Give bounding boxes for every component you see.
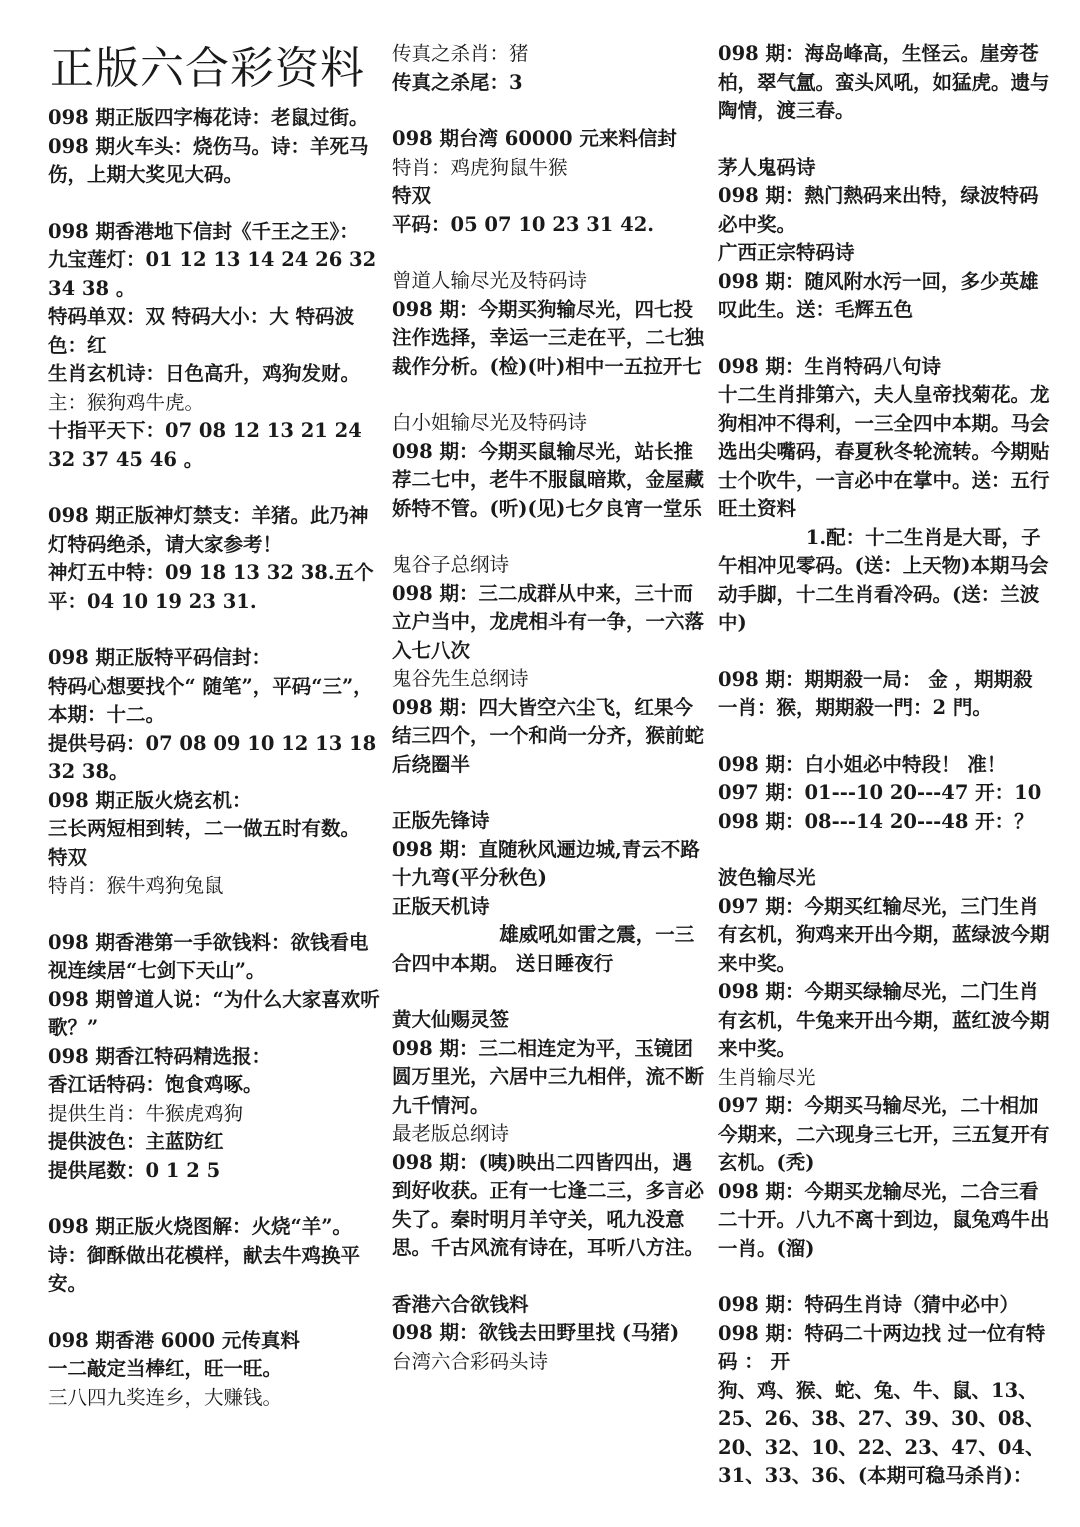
document-title: 正版六合彩资料 <box>50 43 365 94</box>
text-line: 1.配：十二生肖是大哥，子午相冲见零码。(送：上天物)本期马会动手脚，十二生肖看冷码。(送：兰波中) <box>718 525 1049 634</box>
text-line: 特双 <box>48 845 88 869</box>
text-line: 香江话特码：饱食鸡啄。 <box>48 1073 263 1096</box>
text-line: 097 期：今期买马输尽光，二十相加今期来，二六现身三七开，三五复开有玄机。(秃) <box>718 1094 1050 1174</box>
section-heading: 正版先锋诗 <box>392 809 490 832</box>
text-line: 098 期：今期买绿输尽光，二门生肖有玄机，牛兔来开出今期，蓝红波今期来中奖。 <box>718 980 1050 1060</box>
text-line: 狗、鸡、猴、蛇、兔、牛、鼠、13、25、26、38、27、39、30、08、20、32、10、22、23、47、04、31、33、36、(本期可稳马杀肖)： <box>718 1378 1045 1487</box>
section-heading: 香港六合欲钱料 <box>392 1292 529 1316</box>
text-line: 提供波色：主蓝防红 <box>48 1130 224 1153</box>
text-line: 097 期：01---10 20---47 开：10 <box>718 781 1042 804</box>
text-line: 特肖：鸡虎狗鼠牛猴 <box>392 155 568 179</box>
text-line: 098 期火车头：烧伤马。诗：羊死马伤，上期大奖见大码。 <box>48 134 369 186</box>
text-line: 098 期：特码生肖诗（猜中必中） <box>718 1293 1019 1316</box>
text-line: 提供号码：07 08 09 10 12 13 18 32 38。 <box>48 731 383 783</box>
text-line: 九宝莲灯：01 12 13 14 24 26 32 34 38 。 <box>48 248 383 300</box>
text-line: 十二生肖排第六，夫人皇帝找菊花。龙狗相冲不得利，一三全四中本期。马会选出尖嘴码，春夏秋冬轮流转。今期贴士个吹牛，一言必中在掌中。送：五行旺土资料 <box>718 383 1050 520</box>
section-heading: 最老版总纲诗 <box>392 1122 510 1145</box>
section-heading: 波色输尽光 <box>718 866 816 889</box>
text-line: 特双 <box>392 184 432 207</box>
section-heading: 黄大仙赐灵签 <box>392 1008 510 1031</box>
text-line: 平码：05 07 10 23 31 42. <box>392 212 655 236</box>
text-line: 三八四九奖连乡，大赚钱。 <box>48 1385 283 1409</box>
text-line: 098 期：随风附水污一回，多少英雄叹此生。送：毛辉五色 <box>718 269 1039 321</box>
text-line: 098 期正版火烧玄机： <box>48 788 252 812</box>
section-heading: 鬼谷先生总纲诗 <box>392 667 529 690</box>
text-line: 098 期：欲钱去田野里找 (马猪) <box>392 1321 680 1344</box>
text-line: 098 期香港第一手欲钱料：欲钱看电视连续居“七剑下天山”。 <box>48 930 369 982</box>
text-line: 098 期：今期买狗输尽光，四七投注作选择，幸运一三走在平，二七独裁作分析。(检)(叶)相中一五拉开七 <box>392 297 705 378</box>
text-line: 098 期香港地下信封《千王之王》： <box>48 219 359 243</box>
text-line: 098 期正版四字梅花诗：老鼠过街。 <box>48 106 369 129</box>
text-line: 098 期正版神灯禁支：羊猪。此乃神灯特码绝杀，请大家参考！ <box>48 504 369 556</box>
text-line: 神灯五中特：09 18 13 32 38.五个平：04 10 19 23 31. <box>48 561 374 613</box>
section-heading: 正版天机诗 <box>392 894 490 918</box>
text-line: 三长两短相到转，二一做五时有数。 <box>48 817 361 840</box>
text-line: 098 期香江特码精选报： <box>48 1044 271 1068</box>
text-line: 098 期：今期买龙输尽光，二合三看二十开。八九不离十到边，鼠兔鸡牛出一肖。(溜) <box>718 1179 1050 1260</box>
text-line: 提供尾数：0 1 2 5 <box>48 1158 221 1182</box>
text-line: 提供生肖：牛猴虎鸡狗 <box>48 1101 244 1125</box>
section-heading: 098 期：生肖特码八句诗 <box>718 354 941 378</box>
section-heading: 白小姐输尽光及特码诗 <box>392 411 588 434</box>
text-line: 特码单双：双 特码大小：大 特码波色：红 <box>48 305 355 357</box>
text-line: 098 期：三二成群从中来，三十而立户当中，龙虎相斗有一争，一六落入七八次 <box>392 581 705 662</box>
text-line: 098 期正版火烧图解：火烧“羊”。诗：御酥做出花模样，献去牛鸡换平安。 <box>48 1215 361 1295</box>
text-line: 生肖玄机诗：日色高升，鸡狗发财。 <box>48 362 361 385</box>
text-line: 098 期：四大皆空六尘飞，红果今结三四个，一个和尚一分齐，猴前蛇后绕圈半 <box>392 695 705 776</box>
text-line: 098 期：08---14 20---48 开：？ <box>718 809 1034 833</box>
text-line: 098 期：熱门熱码来出特，绿波特码必中奖。 <box>718 184 1039 236</box>
text-line: 传真之杀尾：3 <box>392 70 523 94</box>
text-line: 098 期曾道人说：“为什么大家喜欢听歌？” <box>48 987 380 1039</box>
text-line: 十指平天下：07 08 12 13 21 24 32 37 45 46 。 <box>48 419 369 471</box>
text-line: 传真之杀肖：猪 <box>392 42 529 65</box>
text-line: 098 期：今期买鼠输尽光，站长推荐二七中，老牛不服鼠暗欺，金屋藏娇特不管。(听)(见)七夕良宵一堂乐 <box>392 439 705 520</box>
text-line: 一二敲定当棒红，旺一旺。 <box>48 1357 283 1380</box>
section-heading: 曾道人输尽光及特码诗 <box>392 269 588 292</box>
text-line: 主：猴狗鸡牛虎。 <box>48 390 205 414</box>
text-line: 雄威吼如雷之震，一三合四中本期。 送日睡夜行 <box>392 923 695 975</box>
column-left <box>48 40 383 1412</box>
section-heading: 广西正宗特码诗 <box>718 241 855 264</box>
section-heading: 鬼谷子总纲诗 <box>392 553 510 576</box>
section-heading: 生肖输尽光 <box>718 1065 816 1089</box>
text-line: 098 期：三二相连定为平，玉镜团圆万里光，六居中三九相伴，流不断九千情河。 <box>392 1036 705 1117</box>
text-line: 098 期香港 6000 元传真料 <box>48 1328 300 1352</box>
text-line: 098 期：特码二十两边找 过一位有特码 ： 开 <box>718 1321 1046 1373</box>
text-line: 098 期：直随秋风逦边城,青云不路十九弯(平分秋色) <box>392 837 700 889</box>
section-heading: 台湾六合彩码头诗 <box>392 1349 549 1373</box>
column-middle <box>392 40 704 1376</box>
text-line: 特码心想要找个“ 随笔”，平码“三”，本期：十二。 <box>48 674 373 726</box>
column-right <box>718 40 1050 1491</box>
section-heading: 098 期台湾 60000 元来料信封 <box>392 127 677 150</box>
text-line: 098 期：白小姐必中特段！ 准！ <box>718 752 1007 776</box>
text-line: 098 期：期期殺一局： 金 ，期期殺一肖：猴，期期殺一門：2 門。 <box>718 667 1033 719</box>
text-line: 098 期正版特平码信封： <box>48 646 271 669</box>
text-line: 097 期：今期买红输尽光，三门生肖有玄机，狗鸡来开出今期，蓝绿波今期来中奖。 <box>718 894 1050 975</box>
text-line: 098 期：(咦)映出二四皆四出，遇到好收获。正有一七逢二三，多言必失了。秦时明月羊守关，吼九没意思。千古风流有诗在，耳听八方注。 <box>392 1150 705 1259</box>
text-line: 098 期：海岛峰高，生怪云。崖旁苍柏，翠气氲。蛮头风吼，如猛虎。遗与陶情，渡三春。 <box>718 42 1050 122</box>
text-line: 特肖：猴牛鸡狗兔鼠 <box>48 874 224 897</box>
section-heading: 茅人鬼码诗 <box>718 155 816 179</box>
